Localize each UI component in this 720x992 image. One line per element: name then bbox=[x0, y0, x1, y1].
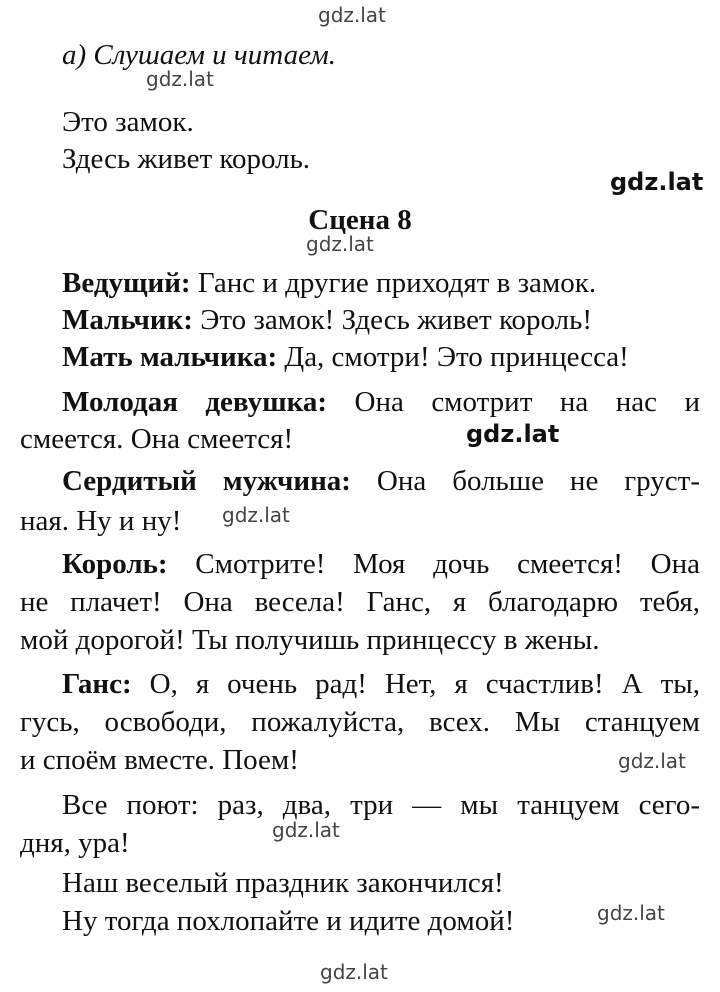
speech-text: Она смотрит на нас и bbox=[327, 386, 700, 418]
dialogue-line bbox=[62, 266, 700, 300]
dialogue-line bbox=[62, 547, 700, 581]
watermark: gdz.lat bbox=[272, 818, 340, 842]
speaker-name: Король: bbox=[62, 548, 168, 580]
dialogue-continuation: смеется. Она смеется! bbox=[20, 423, 294, 455]
dialogue-line bbox=[62, 667, 700, 701]
dialogue-line bbox=[62, 303, 700, 337]
speaker-name: Мальчик: bbox=[62, 304, 193, 336]
scene-title: Сцена 8 bbox=[308, 204, 412, 236]
song-line: Наш веселый праздник закончился! bbox=[62, 867, 504, 899]
watermark: gdz.lat bbox=[618, 749, 686, 773]
speaker-name: Сердитый мужчина: bbox=[62, 465, 351, 497]
dialogue-line bbox=[62, 385, 700, 419]
watermark: gdz.lat bbox=[318, 3, 386, 27]
dialogue-continuation: ная. Ну и ну! bbox=[20, 505, 182, 537]
watermark: gdz.lat bbox=[146, 67, 214, 91]
speech-text: Смотрите! Моя дочь смеется! Она bbox=[167, 548, 700, 580]
song-line: Ну тогда похлопайте и идите домой! bbox=[62, 905, 515, 937]
song-line: Все поют: раз, два, три — мы танцуем сего- bbox=[62, 789, 700, 821]
speaker-name: Ганс: bbox=[62, 668, 132, 700]
speech-text: О, я очень рад! Нет, я счастлив! А ты, bbox=[131, 668, 700, 700]
intro-line: Здесь живет король. bbox=[62, 143, 311, 175]
watermark: gdz.lat bbox=[222, 503, 290, 527]
speaker-name: Мать мальчика: bbox=[62, 341, 278, 373]
speech-text: Да, смотри! Это принцесса! bbox=[277, 341, 629, 373]
watermark: gdz.lat bbox=[610, 168, 704, 196]
speech-text: Она больше не груст- bbox=[350, 465, 700, 497]
watermark: gdz.lat bbox=[466, 420, 560, 448]
dialogue-continuation: гусь, освободи, пожалуйста, всех. Мы станцуем bbox=[20, 706, 700, 738]
speaker-name: Молодая девушка: bbox=[62, 386, 328, 418]
speech-text: Ганс и другие приходят в замок. bbox=[190, 267, 597, 299]
speech-text: Это замок! Здесь живет король! bbox=[192, 304, 593, 336]
watermark: gdz.lat bbox=[320, 960, 388, 984]
dialogue-continuation: мой дорогой! Ты получишь принцессу в жены. bbox=[20, 624, 600, 656]
speaker-name: Ведущий: bbox=[62, 267, 191, 299]
intro-line: Это замок. bbox=[62, 106, 194, 138]
dialogue-continuation: и споём вместе. Поем! bbox=[20, 744, 299, 776]
dialogue-line bbox=[62, 340, 700, 374]
dialogue-line bbox=[62, 464, 700, 498]
dialogue-continuation: не плачет! Она весела! Ганс, я благодарю тебя, bbox=[20, 586, 700, 618]
task-instruction: а) Слушаем и читаем. bbox=[62, 39, 336, 71]
watermark: gdz.lat bbox=[597, 901, 665, 925]
song-line: дня, ура! bbox=[20, 827, 130, 859]
watermark: gdz.lat bbox=[306, 232, 374, 256]
